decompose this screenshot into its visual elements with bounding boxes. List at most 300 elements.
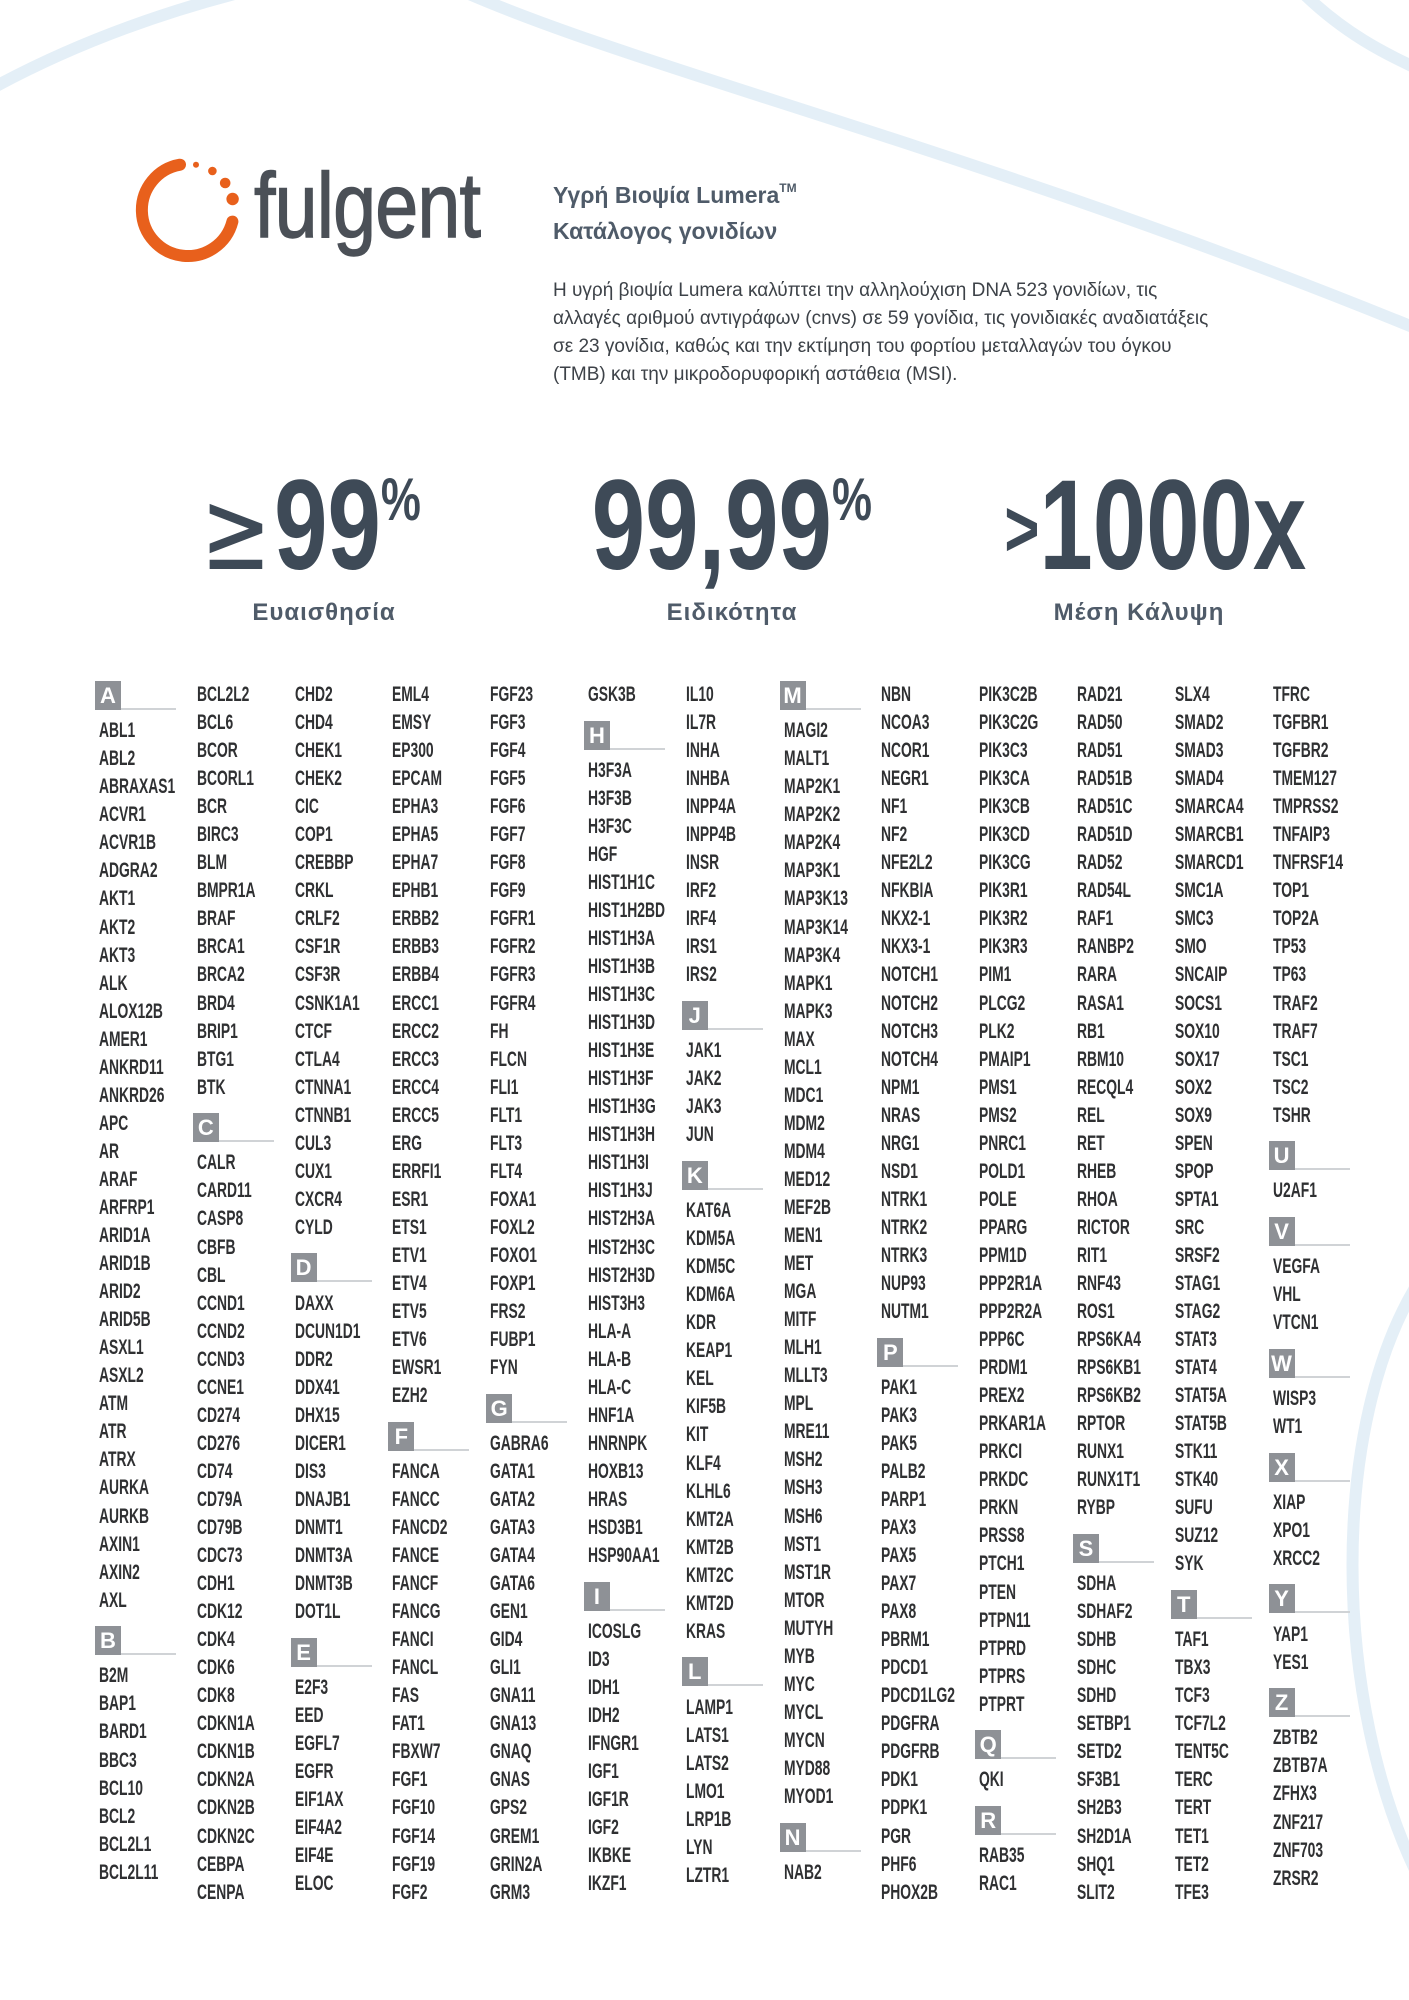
letter-header-divider [1197,1617,1252,1619]
gene-item: HIST3H3 [587,1291,645,1315]
gene-item: BIRC3 [196,823,239,847]
gene-item: PLK2 [979,1019,1015,1043]
gene-item: CRKL [294,879,334,903]
gene-item: ERCC4 [392,1075,440,1099]
gene-item: SOX10 [1174,1019,1220,1043]
letter-header [1269,1688,1371,1717]
gene-item: EGFR [294,1760,334,1784]
gene-item: KDM5A [685,1227,736,1251]
gene-item: EPCAM [392,767,443,791]
gene-item: CUX1 [294,1159,332,1183]
gene-item: FLT4 [490,1159,523,1183]
gene-item: GID4 [490,1628,523,1652]
letter-header-divider [708,1684,763,1686]
gene-item: EZH2 [392,1384,428,1408]
gene-item: MYCN [783,1728,825,1752]
gene-item: KEL [685,1367,714,1391]
gene-item: SMO [1174,935,1207,959]
gene-item: MITF [783,1308,816,1332]
gene-item: TMPRSS2 [1272,795,1339,819]
gene-item: E2F3 [294,1675,328,1699]
gene-item: MAX [783,1027,815,1051]
letter-header-box: H [584,721,610,750]
gene-item: APC [99,1111,129,1135]
gene-item: HLA-B [587,1347,632,1371]
gene-item: CXCR4 [294,1187,342,1211]
stat-value: 1000x [1039,454,1307,597]
letter-header [682,1161,784,1190]
gene-item: EML4 [392,683,430,706]
gene-item: FGF23 [490,683,534,706]
gene-item: LATS2 [685,1751,729,1775]
gene-item: HRAS [587,1487,628,1511]
gene-item: MAP2K4 [783,831,840,855]
gene-item: H3F3C [587,814,632,838]
gene-item: PNRC1 [979,1131,1027,1155]
gene-item: GNAS [490,1768,531,1792]
gene-item: FGFR1 [490,907,536,931]
gene-item: NTRK1 [881,1187,928,1211]
gene-item: GATA4 [490,1544,536,1568]
gene-item: RECQL4 [1076,1075,1134,1099]
gene-column [1273,681,1371,1907]
gene-item: BCL2 [99,1804,136,1828]
gene-item: MST1R [783,1560,831,1584]
gene-item: ZNF217 [1272,1810,1323,1834]
gene-item: PPP2R1A [979,1271,1043,1295]
gene-item: SOX9 [1174,1103,1212,1127]
gene-item: BCL6 [196,711,233,735]
gene-item: EIF4E [294,1844,334,1868]
letter-header [291,1253,393,1282]
gene-item: FGF2 [392,1880,428,1904]
letter-header-divider [1295,1244,1350,1246]
gene-item: ETS1 [392,1215,428,1239]
gene-item: CALR [196,1151,236,1175]
gene-item: MSH6 [783,1504,823,1528]
gene-item: CDH1 [196,1572,235,1596]
gene-item: MAGI2 [783,719,828,743]
gene-item: SMAD2 [1174,711,1224,735]
letter-header-divider [1295,1715,1350,1717]
gene-item: HIST1H3G [587,1095,656,1119]
letter-header [95,681,197,710]
gene-item: SDHD [1076,1684,1117,1708]
gene-item: XPO1 [1272,1518,1310,1542]
gene-item: KMT2C [685,1563,734,1587]
stat-suffix: % [381,466,422,533]
gene-item: IGF1R [587,1788,629,1812]
gene-item: PIK3C2B [979,683,1038,706]
gene-item: PTPN11 [979,1608,1031,1632]
gene-item: SETD2 [1076,1740,1122,1764]
gene-item: TOP1 [1272,879,1309,903]
gene-item: GEN1 [490,1600,528,1624]
gene-item: GPS2 [490,1796,528,1820]
gene-item: STAG2 [1174,1300,1220,1324]
gene-item: AR [99,1139,120,1163]
gene-item: STAT3 [1174,1328,1217,1352]
gene-item: ARID1A [99,1224,151,1248]
gene-item: STK11 [1174,1440,1218,1464]
gene-item: GREM1 [490,1824,540,1848]
gene-item: STAT5B [1174,1412,1227,1436]
gene-item: INPP4A [685,795,736,819]
gene-item: SPOP [1174,1159,1214,1183]
gene-item: HIST1H3H [587,1123,655,1147]
gene-item: IGF2 [587,1816,619,1840]
gene-item: MET [783,1252,813,1276]
gene-item: ETV1 [392,1243,428,1267]
gene-item: DNMT3B [294,1572,353,1596]
gene-item: DICER1 [294,1431,346,1455]
gene-item: TERC [1174,1768,1213,1792]
stat-value: 99 [274,454,382,597]
gene-item: VEGFA [1272,1255,1320,1279]
gene-item: MDM2 [783,1111,825,1135]
letter-header [975,1730,1077,1759]
gene-item: SMARCB1 [1174,823,1244,847]
gene-item: RUNX1 [1076,1440,1124,1464]
letter-header-divider [1295,1611,1350,1613]
gene-item: ROS1 [1076,1300,1115,1324]
letter-header-box: W [1269,1349,1295,1378]
gene-item: PMS1 [979,1075,1017,1099]
gene-item: YAP1 [1272,1622,1308,1646]
gene-item: CASP8 [196,1207,244,1231]
gene-column [197,681,295,1907]
gene-item: IL7R [685,711,716,735]
letter-header-divider [708,1188,763,1190]
gene-item: INSR [685,851,719,875]
stat-sensitivity-value [111,454,511,597]
gene-item: FGFR4 [490,991,536,1015]
gene-item: ABL2 [99,747,136,771]
gene-item: NFE2L2 [881,851,933,875]
gene-item: TERT [1174,1796,1211,1820]
gene-item: FANCA [392,1459,441,1483]
gene-item: INHBA [685,767,730,791]
gene-item: PPP2R2A [979,1300,1043,1324]
gene-item: PAK3 [881,1403,918,1427]
gene-item: WISP3 [1272,1387,1316,1410]
gene-item: DNAJB1 [294,1487,351,1511]
gene-item: EPHA3 [392,795,439,819]
letter-header-box: L [682,1657,708,1686]
stat-prefix: > [1004,484,1040,573]
gene-item: RAD51 [1076,739,1123,763]
letter-header-divider [317,1665,372,1667]
gene-item: FGF5 [490,767,526,791]
gene-item: LATS1 [685,1723,729,1747]
gene-item: BCL10 [99,1776,143,1800]
gene-item: FANCF [392,1572,439,1596]
gene-item: PIK3R3 [979,935,1028,959]
gene-item: KDR [685,1311,716,1335]
gene-item: LRP1B [685,1807,732,1831]
gene-item: TRAF7 [1272,1019,1318,1043]
letter-header-box: S [1073,1534,1099,1563]
gene-item: NBN [881,683,912,706]
gene-item: MAPK1 [783,971,833,995]
gene-item: HIST2H3D [587,1263,655,1287]
letter-header [975,1806,1077,1835]
gene-item: PMAIP1 [979,1047,1031,1071]
gene-item: FLT1 [490,1103,523,1127]
gene-item: STK40 [1174,1468,1218,1492]
letter-header-box: N [780,1823,806,1852]
gene-item: PPM1D [979,1243,1027,1267]
gene-item: SLIT2 [1076,1880,1115,1904]
gene-item: MUTYH [783,1616,833,1640]
gene-item: MST1 [783,1532,821,1556]
gene-column [392,681,490,1907]
background-swoosh [1300,0,1409,70]
stat-value: 99,99 [591,454,833,597]
gene-item: PIK3CA [979,767,1031,791]
letter-header-box: Z [1269,1688,1295,1717]
gene-item: RAD51D [1076,823,1133,847]
gene-item: SF3B1 [1076,1768,1121,1792]
gene-item: EIF4A2 [294,1816,342,1840]
gene-item: H3F3B [587,786,632,810]
letter-header-divider [1295,1168,1350,1170]
gene-item: ATRX [99,1448,136,1472]
gene-item: KEAP1 [685,1339,733,1363]
gene-item: CDK6 [196,1656,235,1680]
gene-item: CTNNB1 [294,1103,351,1127]
gene-item: SRSF2 [1174,1243,1220,1267]
intro-line: Η υγρή βιοψία Lumera καλύπτει την αλληλούχιση DNA 523 γονιδίων, τις [553,280,1158,301]
gene-item: VTCN1 [1272,1311,1319,1335]
gene-item: FGF6 [490,795,526,819]
gene-item: SPTA1 [1174,1187,1219,1211]
gene-item: NRG1 [881,1131,920,1155]
gene-item: RET [1076,1131,1105,1155]
stat-specificity-value [532,454,932,597]
gene-item: CCND3 [196,1347,245,1371]
gene-item: DOT1L [294,1600,341,1624]
letter-header-box: R [975,1806,1001,1835]
gene-item: NFKBIA [881,879,934,903]
gene-item: U2AF1 [1272,1179,1317,1203]
gene-item: MAP3K14 [783,915,848,939]
gene-item: HIST1H3A [587,927,655,951]
gene-item: IKBKE [587,1844,632,1868]
gene-column [784,681,882,1907]
gene-item: DDX41 [294,1375,340,1399]
gene-item: MLH1 [783,1336,822,1360]
gene-item: DHX15 [294,1403,340,1427]
gene-item: MAP3K13 [783,887,848,911]
gene-item: BRIP1 [196,1019,238,1043]
gene-item: AMER1 [99,1027,148,1051]
letter-header-divider [317,1280,372,1282]
gene-item: FAS [392,1684,420,1708]
gene-item: RASA1 [1076,991,1124,1015]
gene-item: ATR [99,1420,127,1444]
gene-item: FAT1 [392,1712,426,1736]
gene-item: CD79B [196,1516,243,1539]
gene-item: SDHC [1076,1656,1117,1680]
gene-item: CARD11 [196,1179,252,1203]
gene-item: IFNGR1 [587,1731,639,1755]
gene-item: ANKRD26 [99,1083,165,1107]
gene-item: SMAD3 [1174,739,1224,763]
letter-header [1269,1141,1371,1170]
gene-item: AURKB [99,1504,150,1528]
gene-item: ALOX12B [99,999,163,1023]
letter-header [1171,1590,1273,1619]
gene-item: PARP1 [881,1487,927,1511]
stat-coverage-label: Μέση Κάλυψη [1053,599,1225,626]
gene-item: LMO1 [685,1779,725,1803]
gene-item: XRCC2 [1272,1546,1320,1570]
gene-item: ANKRD11 [99,1055,164,1079]
gene-item: PRSS8 [979,1524,1025,1548]
gene-item: CDC73 [196,1544,243,1568]
gene-item: POLD1 [979,1159,1026,1183]
gene-item: HIST1H3D [587,1011,655,1035]
gene-item: SUZ12 [1174,1524,1218,1548]
gene-item: GABRA6 [490,1431,549,1455]
gene-item: IRS1 [685,935,717,959]
letter-header-divider [512,1421,567,1423]
gene-item: EMSY [392,711,432,735]
gene-item: FGF9 [490,879,526,903]
letter-header [1269,1453,1371,1482]
gene-item: IRS2 [685,963,717,987]
letter-header [1269,1217,1371,1246]
gene-item: SLX4 [1174,683,1210,706]
gene-item: AKT3 [99,943,136,967]
gene-item: BARD1 [99,1720,147,1744]
gene-item: KMT2B [685,1535,734,1559]
letter-header-box: K [682,1161,708,1190]
letter-header [95,1626,197,1655]
stat-specificity-label: Ειδικότητα [666,599,798,626]
gene-item: PDGFRA [881,1712,940,1736]
gene-item: QKI [979,1768,1004,1792]
gene-item: ERBB4 [392,963,440,987]
gene-item: FANCG [392,1600,441,1624]
gene-item: KDM5C [685,1255,736,1279]
gene-item: NRAS [881,1103,921,1127]
gene-item: SDHA [1076,1572,1117,1596]
letter-header-divider [1001,1757,1056,1759]
gene-item: NPM1 [881,1075,920,1099]
gene-item: CD74 [196,1459,233,1483]
gene-item: PIK3CB [979,795,1031,819]
gene-item: SNCAIP [1174,963,1228,987]
letter-header-divider [1001,1833,1056,1835]
gene-item: SDHAF2 [1076,1600,1133,1624]
letter-header-box: B [95,1626,121,1655]
gene-item: FBXW7 [392,1740,441,1764]
gene-item: RPS6KB1 [1076,1356,1141,1380]
gene-item: NCOR1 [881,739,930,763]
gene-item: MLLT3 [783,1364,828,1388]
gene-item: HOXB13 [587,1459,644,1483]
gene-item: PIM1 [979,963,1012,987]
gene-item: PBRM1 [881,1628,930,1652]
gene-column [490,681,588,1907]
gene-item: MEN1 [783,1224,823,1248]
gene-item: BCL2L1 [99,1832,152,1856]
letter-header-box: G [486,1394,512,1423]
gene-item: CDK12 [196,1600,243,1624]
gene-item: TP53 [1272,935,1306,959]
gene-item: BCR [196,795,227,819]
gene-item: PTPRS [979,1664,1026,1688]
gene-item: FOXL2 [490,1215,535,1239]
gene-item: FGF10 [392,1796,436,1820]
gene-item: HSP90AA1 [587,1544,660,1568]
gene-item: KRAS [685,1619,726,1643]
gene-item: CCND1 [196,1291,245,1315]
gene-item: ID3 [587,1647,610,1671]
gene-item: EED [294,1703,324,1727]
gene-item: FUBP1 [490,1328,536,1352]
gene-item: IRF4 [685,907,716,931]
gene-item: RYBP [1076,1496,1115,1520]
gene-column [588,681,686,1907]
gene-item: ESR1 [392,1187,429,1211]
gene-item: BTK [196,1075,226,1099]
gene-item: STAT5A [1174,1384,1227,1408]
gene-item: JAK3 [685,1095,722,1119]
gene-item: PDK1 [881,1768,919,1792]
gene-item: KIF5B [685,1395,726,1419]
gene-item: MED12 [783,1167,830,1191]
gene-item: PHF6 [881,1852,917,1876]
gene-item: TFRC [1272,683,1310,706]
gene-item: HGF [587,842,618,866]
gene-item: CSNK1A1 [294,991,360,1015]
gene-item: GLI1 [490,1656,522,1680]
gene-item: ASXL2 [99,1364,144,1388]
gene-item: NOTCH3 [881,1019,939,1043]
stat-sensitivity-label: Ευαισθησία [252,599,396,626]
gene-item: PIK3CD [979,823,1031,847]
gene-item: ARAF [99,1167,138,1191]
gene-item: HIST1H3E [587,1039,655,1063]
gene-item: NUTM1 [881,1300,930,1324]
gene-item: SMAD4 [1174,767,1224,791]
gene-item: TCF7L2 [1174,1712,1226,1736]
gene-item: PALB2 [881,1459,926,1483]
gene-item: FH [490,1019,509,1043]
gene-item: SHQ1 [1076,1852,1115,1876]
gene-item: CDKN1B [196,1740,255,1764]
gene-item: PDCD1 [881,1656,929,1680]
gene-item: RAD21 [1076,683,1123,706]
gene-item: NAB2 [783,1860,822,1884]
gene-item: SMARCA4 [1174,795,1244,819]
gene-item: CBL [196,1263,226,1287]
gene-item: INHA [685,739,720,763]
gene-item: GNAQ [490,1740,532,1764]
gene-item: JAK2 [685,1067,722,1091]
gene-item: TCF3 [1174,1684,1210,1708]
gene-item: RICTOR [1076,1215,1130,1239]
gene-item: RAD52 [1076,851,1123,875]
letter-header-divider [610,748,665,750]
intro-paragraph [553,277,1208,389]
gene-item: RAD51B [1076,767,1133,791]
gene-item: IGF1 [587,1760,619,1784]
gene-item: RUNX1T1 [1076,1468,1141,1492]
